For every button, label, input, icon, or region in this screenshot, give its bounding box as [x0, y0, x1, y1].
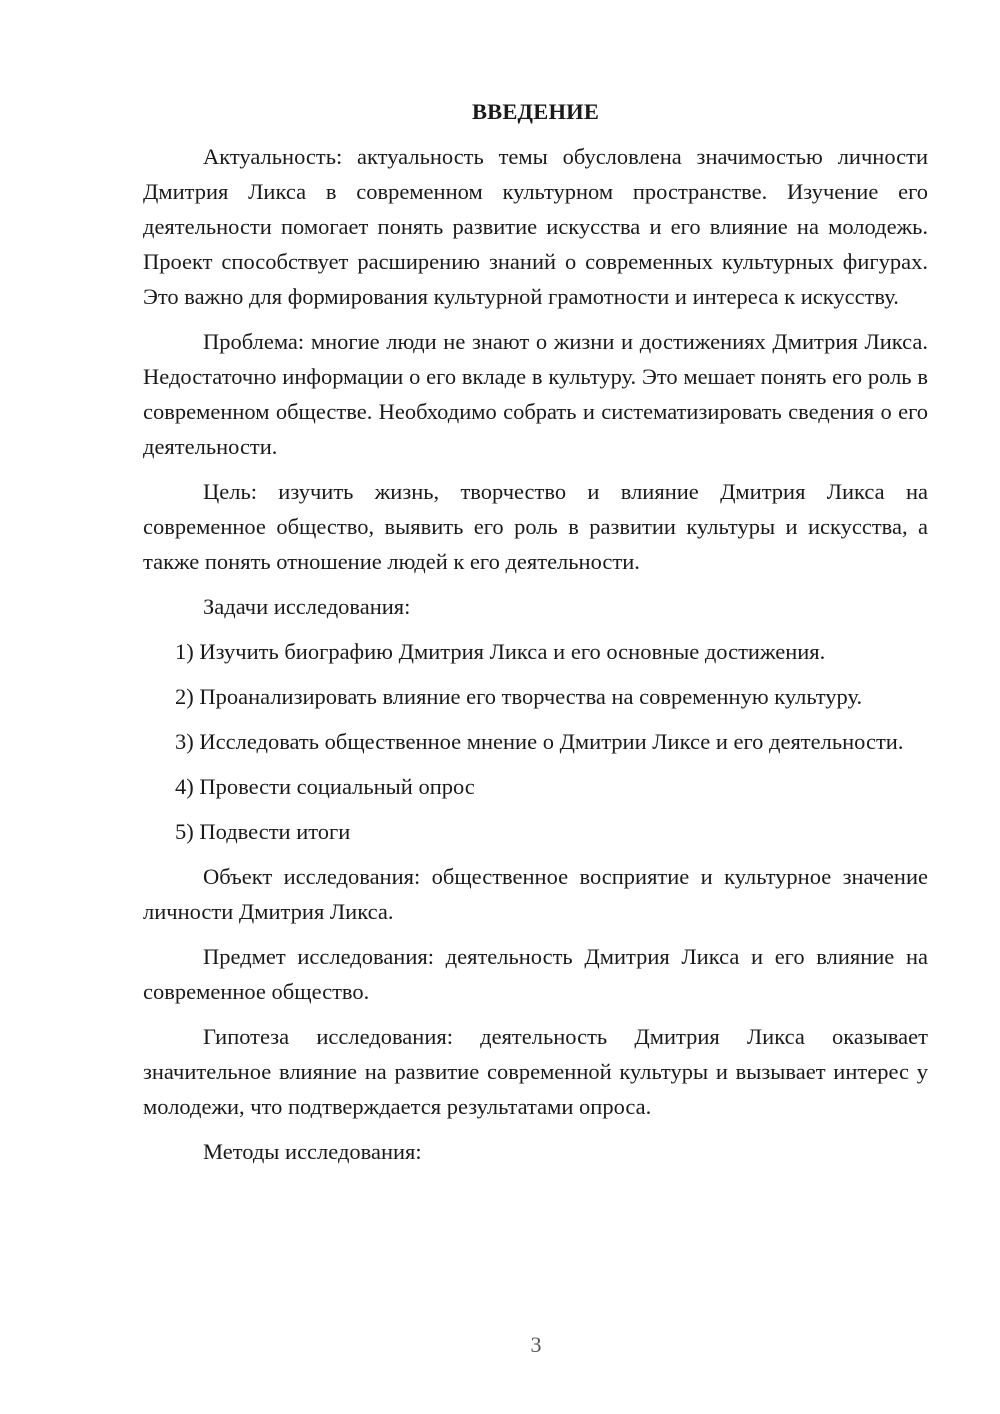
- paragraph-subject: Предмет исследования: деятельность Дмитрия Ликса и его влияние на современное общество.: [143, 944, 928, 1004]
- task-item-2: 2) Проанализировать влияние его творчества на современную культуру.: [175, 684, 863, 709]
- paragraph-relevance: Актуальность: актуальность темы обусловлена значимостью личности Дмитрия Ликса в современном культурном пространстве. Изучение его деятельности помогает понять развитие искусства и его влияние на молодежь. Проект способствует расширению знаний о современных культурных фигурах. Это важно для формирования культурной грамотности и интереса к искусству.: [143, 144, 928, 309]
- task-item-4: 4) Провести социальный опрос: [175, 774, 475, 799]
- page-number: 3: [530, 1332, 542, 1357]
- page-content: [143, 94, 928, 1179]
- paragraph-problem: Проблема: многие люди не знают о жизни и достижениях Дмитрия Ликса. Недостаточно информации о его вкладе в культуру. Это мешает понять его роль в современном обществе. Необходимо собрать и систематизировать сведения о его деятельности.: [143, 329, 928, 459]
- paragraph-object: Объект исследования: общественное восприятие и культурное значение личности Дмитрия Ликса.: [143, 864, 928, 924]
- paragraph-hypothesis: Гипотеза исследования: деятельность Дмитрия Ликса оказывает значительное влияние на развитие современной культуры и вызывает интерес у молодежи, что подтверждается результатами опроса.: [143, 1024, 928, 1119]
- task-item-5: 5) Подвести итоги: [175, 819, 351, 844]
- task-item-3: 3) Исследовать общественное мнение о Дмитрии Ликсе и его деятельности.: [175, 729, 904, 754]
- paragraph-tasks-heading: Задачи исследования:: [203, 594, 411, 619]
- section-title: ВВЕДЕНИЕ: [471, 99, 600, 124]
- task-item-1: 1) Изучить биографию Дмитрия Ликса и его основные достижения.: [175, 639, 826, 664]
- paragraph-methods-heading: Методы исследования:: [203, 1139, 422, 1164]
- paragraph-goal: Цель: изучить жизнь, творчество и влияние Дмитрия Ликса на современное общество, выявить его роль в развитии культуры и искусства, а также понять отношение людей к его деятельности.: [143, 479, 928, 574]
